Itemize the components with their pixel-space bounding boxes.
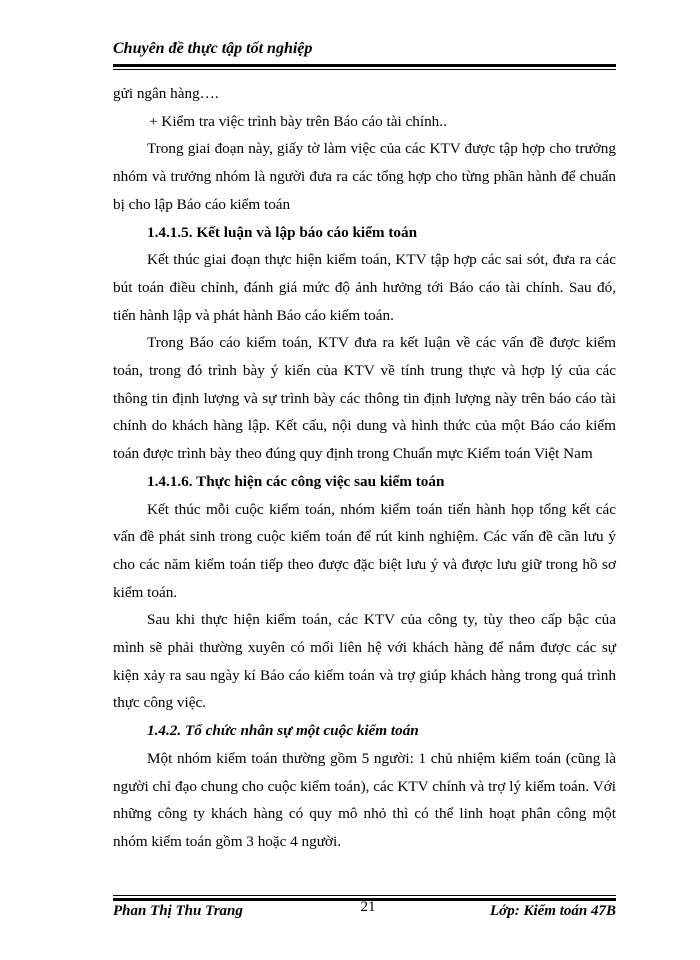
- document-header-title: Chuyên đề thực tập tốt nghiệp: [113, 40, 313, 57]
- paragraph: Một nhóm kiểm toán thường gồm 5 người: 1 chủ nhiệm kiểm toán (cũng là người chỉ đạo chung cho cuộc kiểm toán), các KTV chính và trợ lý kiểm toán. Với những công ty khách hàng có quy mô nhỏ thì có thể linh hoạt phân công một nhóm kiểm toán gồm 3 hoặc 4 người.: [113, 749, 616, 850]
- section-heading-1-4-1-6: 1.4.1.6. Thực hiện các công việc sau kiểm toán: [147, 472, 445, 490]
- paragraph-continuation: gửi ngân hàng….: [113, 85, 219, 102]
- page-number: 21: [360, 899, 376, 915]
- paragraph: Kết thúc giai đoạn thực hiện kiểm toán, KTV tập hợp các sai sót, đưa ra các bút toán điều chỉnh, đánh giá mức độ ảnh hưởng tới Báo cáo tài chính. Sau đó, tiến hành lập và phát hành Báo cáo kiểm toán.: [113, 251, 616, 324]
- paragraph: Trong Báo cáo kiểm toán, KTV đưa ra kết luận về các vấn đề được kiểm toán, trong đó trình bày ý kiến của KTV về tính trung thực và hợp lý của các thông tin định lượng và sự trình bày các thông tin định lượng này trên báo cáo tài chính do khách hàng lập. Kết cấu, nội dung và hình thức của một Báo cáo kiểm toán được trình bày theo đúng quy định trong Chuẩn mực Kiểm toán Việt Nam: [113, 334, 616, 463]
- header-rule-thin: [113, 69, 616, 70]
- document-body: [113, 80, 616, 856]
- section-heading-1-4-2: 1.4.2. Tổ chức nhân sự một cuộc kiểm toán: [147, 722, 419, 740]
- section-heading-1-4-1-5: 1.4.1.5. Kết luận và lập báo cáo kiểm toán: [147, 223, 418, 241]
- header-rule: [113, 64, 616, 67]
- footer-rule-thin: [113, 895, 616, 896]
- footer-class-label: Lớp: Kiểm toán 47B: [490, 903, 616, 919]
- bullet-item: + Kiểm tra việc trình bày trên Báo cáo tài chính..: [149, 112, 447, 130]
- paragraph: Sau khi thực hiện kiểm toán, các KTV của công ty, tùy theo cấp bậc của mình sẽ phải thường xuyên có mối liên hệ với khách hàng để nắm được các sự kiện xảy ra sau ngày kí Báo cáo kiểm toán và trợ giúp khách hàng trong quá trình thực công việc.: [113, 611, 616, 712]
- paragraph: Kết thúc mỗi cuộc kiểm toán, nhóm kiểm toán tiến hành họp tổng kết các vấn đề phát sinh trong cuộc kiểm toán để rút kinh nghiệm. Các vấn đề cần lưu ý cho các năm kiểm toán tiếp theo được đặc biệt lưu ý và được lưu giữ trong hồ sơ kiểm toán.: [113, 500, 616, 601]
- paragraph: Trong giai đoạn này, giấy tờ làm việc của các KTV được tập hợp cho trưởng nhóm và trưởng nhóm là người đưa ra các tổng hợp cho từng phần hành để chuẩn bị cho lập Báo cáo kiểm toán: [113, 140, 616, 213]
- footer-author: Phan Thị Thu Trang: [113, 903, 243, 919]
